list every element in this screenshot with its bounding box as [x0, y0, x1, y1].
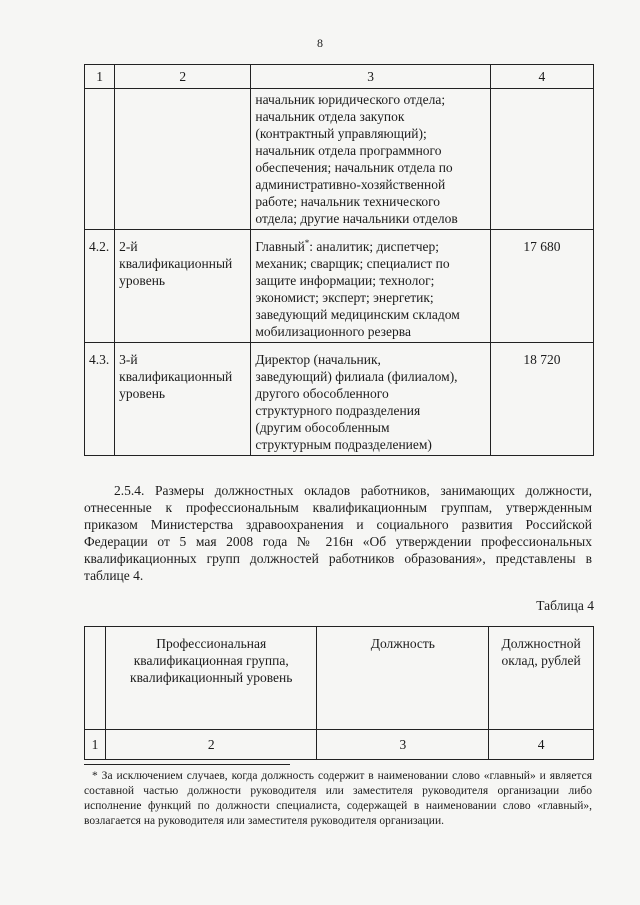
- col-number-4: 4: [489, 730, 594, 760]
- position-line: работе; начальник технического: [255, 194, 441, 209]
- position-line: мобилизационного резерва: [255, 324, 411, 339]
- position-line: защите информации; технолог;: [255, 273, 435, 288]
- col-number-1: 1: [85, 730, 106, 760]
- position-line: начальник юридического отдела;: [255, 92, 446, 107]
- position-line: начальник отдела программного: [255, 143, 442, 158]
- salary-table-4: [84, 626, 594, 760]
- table-row-continuation: [85, 89, 594, 230]
- position-line: отдела; другие начальники отделов: [255, 211, 458, 226]
- position-line: административно-хозяйственной: [255, 177, 446, 192]
- position-line: другого обособленного: [255, 386, 389, 401]
- header-col-1: 1: [85, 65, 115, 89]
- salary-cell: [490, 89, 593, 230]
- page-number: 8: [317, 36, 323, 50]
- salary-cell: 18 720: [490, 343, 593, 456]
- level-line: 2-й: [119, 239, 138, 254]
- level-line: квалификационный: [119, 369, 233, 384]
- header-col-4: Должностной оклад, рублей: [489, 627, 594, 730]
- positions-cell: [251, 343, 490, 456]
- positions-cell: [251, 89, 490, 230]
- position-line: [255, 238, 485, 255]
- header-col-2: 2: [115, 65, 251, 89]
- section-paragraph: 2.5.4. Размеры должностных окладов работников, занимающих должности, отнесенные к профессиональным квалификационным группам, утвержденным приказом Министерства здравоохранения и социального развития Российской Федерации от 5 мая 2008 года № 216н «Об утверждении профессиональных квалификационных групп должностей работников образования», представлены в таблице 4.: [84, 483, 592, 583]
- position-line: начальник отдела закупок: [255, 109, 405, 124]
- level-line: уровень: [119, 386, 166, 401]
- salary-table-continuation: [84, 64, 594, 456]
- position-line: экономист; эксперт; энергетик;: [255, 290, 434, 305]
- row-id-cell: [85, 89, 115, 230]
- level-line: уровень: [119, 273, 166, 288]
- level-line: 3-й: [119, 352, 138, 367]
- position-line: Директор (начальник,: [255, 352, 381, 367]
- level-line: квалификационный: [119, 256, 233, 271]
- table-row-4-2: [85, 230, 594, 343]
- footnote: * За исключением случаев, когда должность содержит в наименовании слово «главный» и является составной частью должности руководителя или заместителя руководителя организации либо исполнение функций по должности специалиста, содержащей в наименовании слово «главный», возлагается на руководителя или заместителя руководителя организации.: [84, 770, 592, 827]
- position-line: заведующий) филиала (филиалом),: [255, 369, 458, 384]
- position-line: структурного подразделения: [255, 403, 421, 418]
- position-rest: : аналитик; диспетчер;: [309, 239, 440, 254]
- position-first-word: Главный: [255, 239, 305, 254]
- position-line: (контрактный управляющий);: [255, 126, 427, 141]
- table-header-row: [85, 65, 594, 89]
- level-cell: [115, 343, 251, 456]
- column-number-row: [85, 730, 594, 760]
- header-col-1: [85, 627, 106, 730]
- footnote-mark: *: [304, 238, 310, 248]
- header-col-3: 3: [251, 65, 490, 89]
- position-line: заведующий медицинским складом: [255, 307, 460, 322]
- salary-cell: 17 680: [490, 230, 593, 343]
- position-line: структурным подразделением): [255, 437, 432, 452]
- level-cell: [115, 89, 251, 230]
- col-number-3: 3: [317, 730, 489, 760]
- header-col-2: Профессиональная квалификационная группа, квалификационный уровень: [105, 627, 317, 730]
- table-header-row: [85, 627, 594, 730]
- col-number-2: 2: [105, 730, 317, 760]
- table-row-4-3: [85, 343, 594, 456]
- level-cell: [115, 230, 251, 343]
- footnote-divider: [84, 764, 290, 765]
- header-col-4: 4: [490, 65, 593, 89]
- position-line: механик; сварщик; специалист по: [255, 256, 450, 271]
- position-line: (другим обособленным: [255, 420, 390, 435]
- header-col-3: Должность: [317, 627, 489, 730]
- positions-cell: [251, 230, 490, 343]
- table-caption: Таблица 4: [536, 598, 594, 613]
- row-id-cell: 4.2.: [85, 230, 115, 343]
- row-id-cell: 4.3.: [85, 343, 115, 456]
- position-line: обеспечения; начальник отдела по: [255, 160, 453, 175]
